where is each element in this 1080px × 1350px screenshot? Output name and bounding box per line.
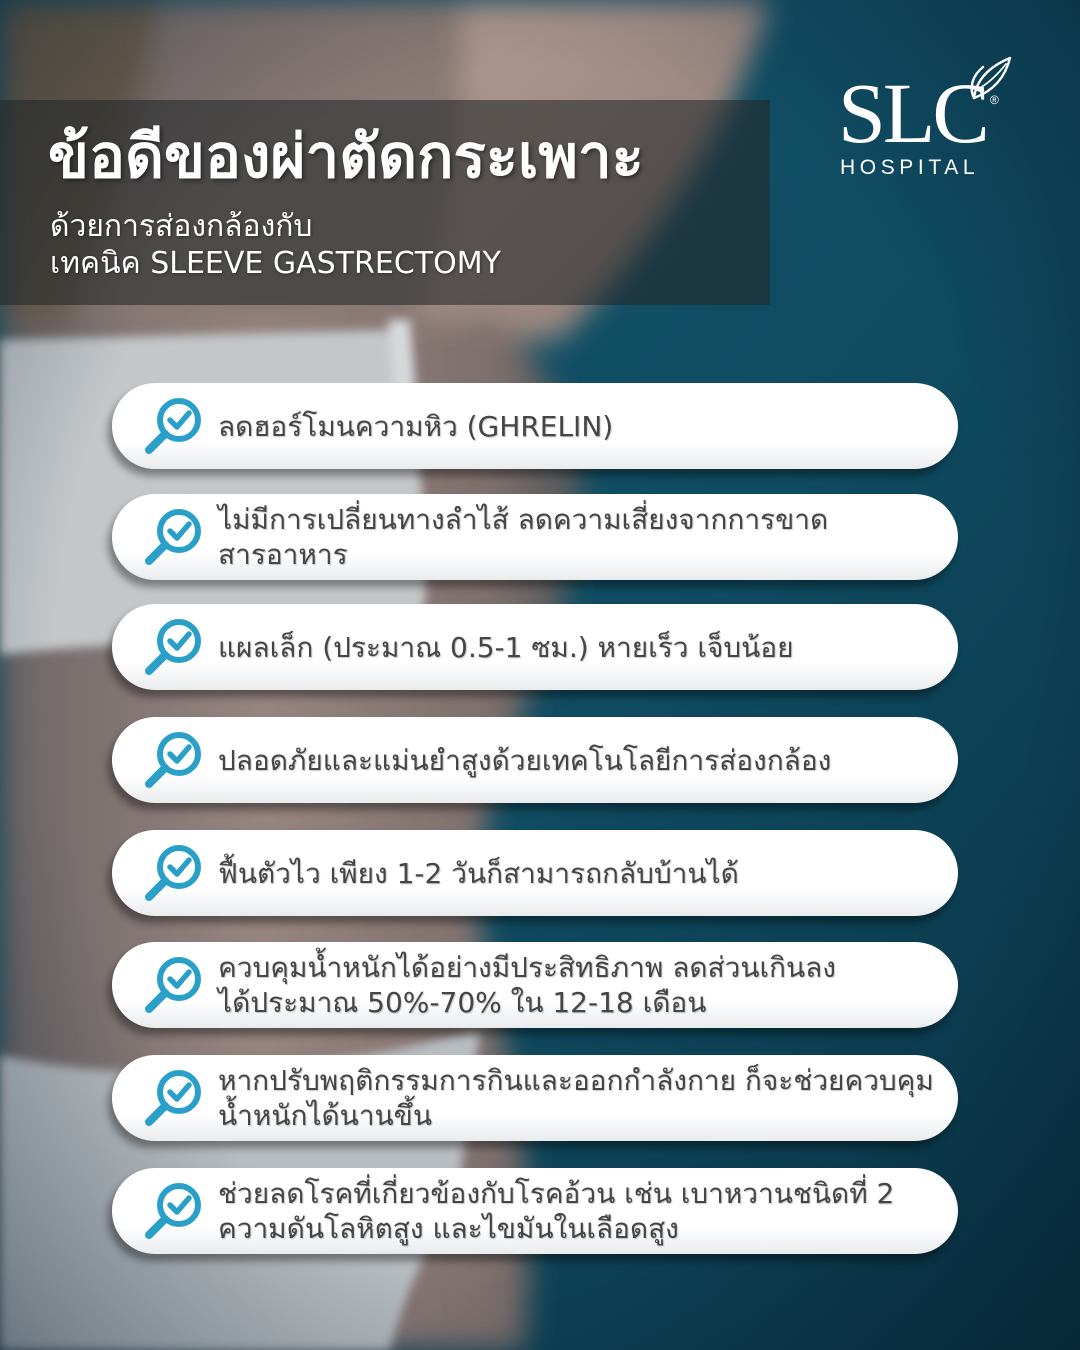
check-search-icon — [142, 505, 206, 569]
check-search-icon — [142, 1179, 206, 1243]
benefit-text — [218, 383, 940, 469]
check-search-icon — [142, 841, 206, 905]
benefit-text — [218, 1168, 940, 1254]
subtitle-line: ด้วยการส่องกล้องกับ — [50, 209, 313, 244]
benefit-card-5 — [112, 830, 958, 916]
benefit-card-4 — [112, 717, 958, 803]
hospital-logo — [830, 50, 1030, 190]
benefit-text-line: แผลเล็ก (ประมาณ 0.5-1 ซม.) หายเร็ว เจ็บน้อย — [218, 630, 794, 664]
benefit-card-2 — [112, 494, 958, 580]
benefit-text-line: น้ำหนักได้นานขึ้น — [218, 1099, 432, 1132]
benefit-text-line: ฟื้นตัวไว เพียง 1-2 วันก็สามารถกลับบ้านได้ — [218, 856, 739, 890]
check-search-icon — [142, 953, 206, 1017]
benefit-text-line: ได้ประมาณ 50%-70% ใน 12-18 เดือน — [218, 986, 707, 1019]
benefit-text — [218, 717, 940, 803]
check-search-icon — [142, 615, 206, 679]
benefit-text — [218, 942, 940, 1028]
page-title: ข้อดีของผ่าตัดกระเพาะ — [48, 122, 644, 192]
benefit-card-3 — [112, 604, 958, 690]
check-search-icon — [142, 728, 206, 792]
check-search-icon — [142, 394, 206, 458]
benefit-card-8 — [112, 1168, 958, 1254]
benefit-text-line: ควบคุมน้ำหนักได้อย่างมีประสิทธิภาพ ลดส่วนเกินลง — [218, 951, 836, 984]
benefit-text-line: ลดฮอร์โมนความหิว (GHRELIN) — [218, 409, 614, 443]
logo-wordmark: SLC — [838, 65, 987, 161]
benefit-text-line: หากปรับพฤติกรรมการกินและออกกำลังกาย ก็จะช่วยควบคุม — [218, 1064, 934, 1097]
check-search-icon — [142, 1066, 206, 1130]
logo-tagline: HOSPITAL — [840, 156, 980, 179]
benefit-card-7 — [112, 1055, 958, 1141]
benefit-text — [218, 1055, 940, 1141]
benefit-text-line: ปลอดภัยและแม่นยำสูงด้วยเทคโนโลยีการส่องกล้อง — [218, 743, 832, 777]
benefit-text — [218, 830, 940, 916]
benefit-text — [218, 604, 940, 690]
subtitle-line: เทคนิค SLEEVE GASTRECTOMY — [50, 246, 501, 281]
benefit-card-1 — [112, 383, 958, 469]
benefit-text — [218, 494, 940, 580]
benefit-text-line: ความดันโลหิตสูง และไขมันในเลือดสูง — [218, 1212, 679, 1245]
registered-mark: ® — [990, 93, 999, 107]
benefit-card-6 — [112, 942, 958, 1028]
page-subtitle — [50, 208, 760, 282]
benefit-text-line: สารอาหาร — [218, 538, 348, 571]
benefit-text-line: ไม่มีการเปลี่ยนทางลำไส้ ลดความเสี่ยงจากการขาด — [218, 503, 829, 536]
benefit-text-line: ช่วยลดโรคที่เกี่ยวข้องกับโรคอ้วน เช่น เบาหวานชนิดที่ 2 — [218, 1177, 895, 1210]
